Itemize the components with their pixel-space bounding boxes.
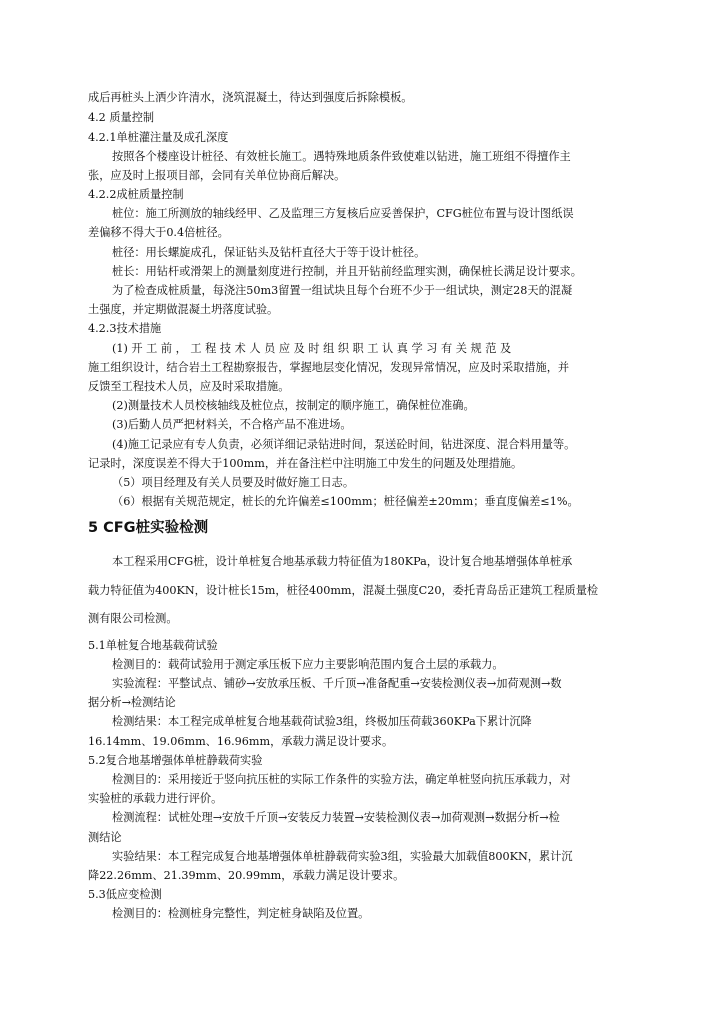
paragraph-line: 施工组织设计，结合岩土工程勘察报告，掌握地层变化情况，发现异常情况，应及时采取措施，并 [88, 361, 570, 374]
section-heading-5-1: 5.1单桩复合地基载荷试验 [88, 639, 218, 652]
paragraph-line: (3)后勤人员严把材料关，不合格产品不准进场。 [112, 418, 352, 431]
paragraph-line: (4)施工记录应有专人负责，必须详细记录钻进时间，泵送砼时间，钻进深度、混合料用量等。 [112, 438, 576, 451]
paragraph-line: 成后再桩头上洒少许清水，浇筑混凝土，待达到强度后拆除模板。 [88, 91, 413, 104]
paragraph-line: 记录时，深度误差不得大于100mm，并在备注栏中注明施工中发生的问题及处理措施。 [88, 457, 523, 470]
paragraph-line: 反馈至工程技术人员，应及时采取措施。 [88, 380, 290, 393]
paragraph-line: 实验结果：本工程完成复合地基增强体单桩静载荷实验3组，实验最大加载值800KN，累计沉 [112, 850, 573, 863]
paragraph-line: (2)测量技术人员校核轴线及桩位点，按制定的顺序施工，确保桩位准确。 [112, 399, 475, 412]
paragraph-line: 张，应及时上报项目部，会同有关单位协商后解决。 [88, 169, 346, 182]
paragraph-line: 土强度，并定期做混凝土坍落度试验。 [88, 303, 279, 316]
section-heading-4-2: 4.2 质量控制 [88, 111, 155, 124]
paragraph-line: 据分析→检测结论 [88, 696, 176, 709]
section-heading-5-3: 5.3低应变检测 [88, 888, 162, 901]
paragraph-line: 为了检查成桩质量，每浇注50m3留置一组试块且每个台班不少于一组试块，测定28天的混凝 [112, 284, 573, 297]
paragraph-line: 降22.26mm、21.39mm、20.99mm，承载力满足设计要求。 [88, 869, 405, 882]
paragraph-line: 桩长：用钻杆或滑架上的测量刻度进行控制，并且开钻前经监理实测，确保桩长满足设计要求。 [112, 265, 582, 278]
paragraph-line: 实验流程：平整试点、铺砂→安放承压板、千斤顶→准备配重→安装检测仪表→加荷观测→数 [112, 677, 562, 690]
paragraph-line: （6）根据有关规范规定，桩长的允许偏差≤100mm；桩径偏差±20mm；垂直度偏差≤1%。 [112, 495, 579, 508]
paragraph-line: 检测目的：载荷试验用于测定承压板下应力主要影响范围内复合土层的承载力。 [112, 658, 504, 671]
section-heading-4-2-1: 4.2.1单桩灌注量及成孔深度 [88, 131, 229, 144]
paragraph-line: 实验桩的承载力进行评价。 [88, 792, 223, 805]
paragraph-line: 桩径：用长螺旋成孔，保证钻头及钻杆直径大于等于设计桩径。 [112, 246, 426, 259]
paragraph-line: 16.14mm、19.06mm、16.96mm，承载力满足设计要求。 [88, 735, 394, 748]
paragraph-line: 测结论 [88, 831, 122, 844]
paragraph-line: 检测流程：试桩处理→安放千斤顶→安装反力装置→安装检测仪表→加荷观测→数据分析→检 [112, 811, 560, 824]
paragraph-line: 按照各个楼座设计桩径、有效桩长施工。遇特殊地质条件致使难以钻进，施工班组不得擅作主 [112, 150, 571, 163]
chapter-heading-5: 5 CFG桩实验检测 [88, 520, 209, 536]
paragraph-line: (1) 开 工 前 ， 工 程 技 术 人 员 应 及 时 组 织 职 工 认 真 学 习 有 关 规 范 及 [112, 342, 512, 355]
paragraph-line: 本工程采用CFG桩，设计单桩复合地基承载力特征值为180KPa，设计复合地基增强体单桩承 [112, 555, 573, 568]
paragraph-line: 载力特征值为400KN，设计桩长15m，桩径400mm，混凝土强度C20，委托青岛岳正建筑工程质量检 [88, 584, 599, 597]
paragraph-line: 测有限公司检测。 [88, 612, 178, 625]
paragraph-line: 检测目的：采用接近于竖向抗压桩的实际工作条件的实验方法，确定单桩竖向抗压承载力，对 [112, 773, 571, 786]
paragraph-line: 差偏移不得大于0.4倍桩径。 [88, 226, 229, 239]
paragraph-line: 检测结果：本工程完成单桩复合地基载荷试验3组，终极加压荷载360KPa下累计沉降 [112, 715, 532, 728]
section-heading-5-2: 5.2复合地基增强体单桩静载荷实验 [88, 754, 263, 767]
paragraph-line: 检测目的：检测桩身完整性，判定桩身缺陷及位置。 [112, 907, 370, 920]
paragraph-line: （5）项目经理及有关人员要及时做好施工日志。 [112, 476, 355, 489]
section-heading-4-2-2: 4.2.2成桩质量控制 [88, 188, 184, 201]
paragraph-line: 桩位：施工所测放的轴线经甲、乙及监理三方复核后应妥善保护，CFG桩位布置与设计图纸误 [112, 207, 574, 220]
section-heading-4-2-3: 4.2.3技术措施 [88, 322, 162, 335]
